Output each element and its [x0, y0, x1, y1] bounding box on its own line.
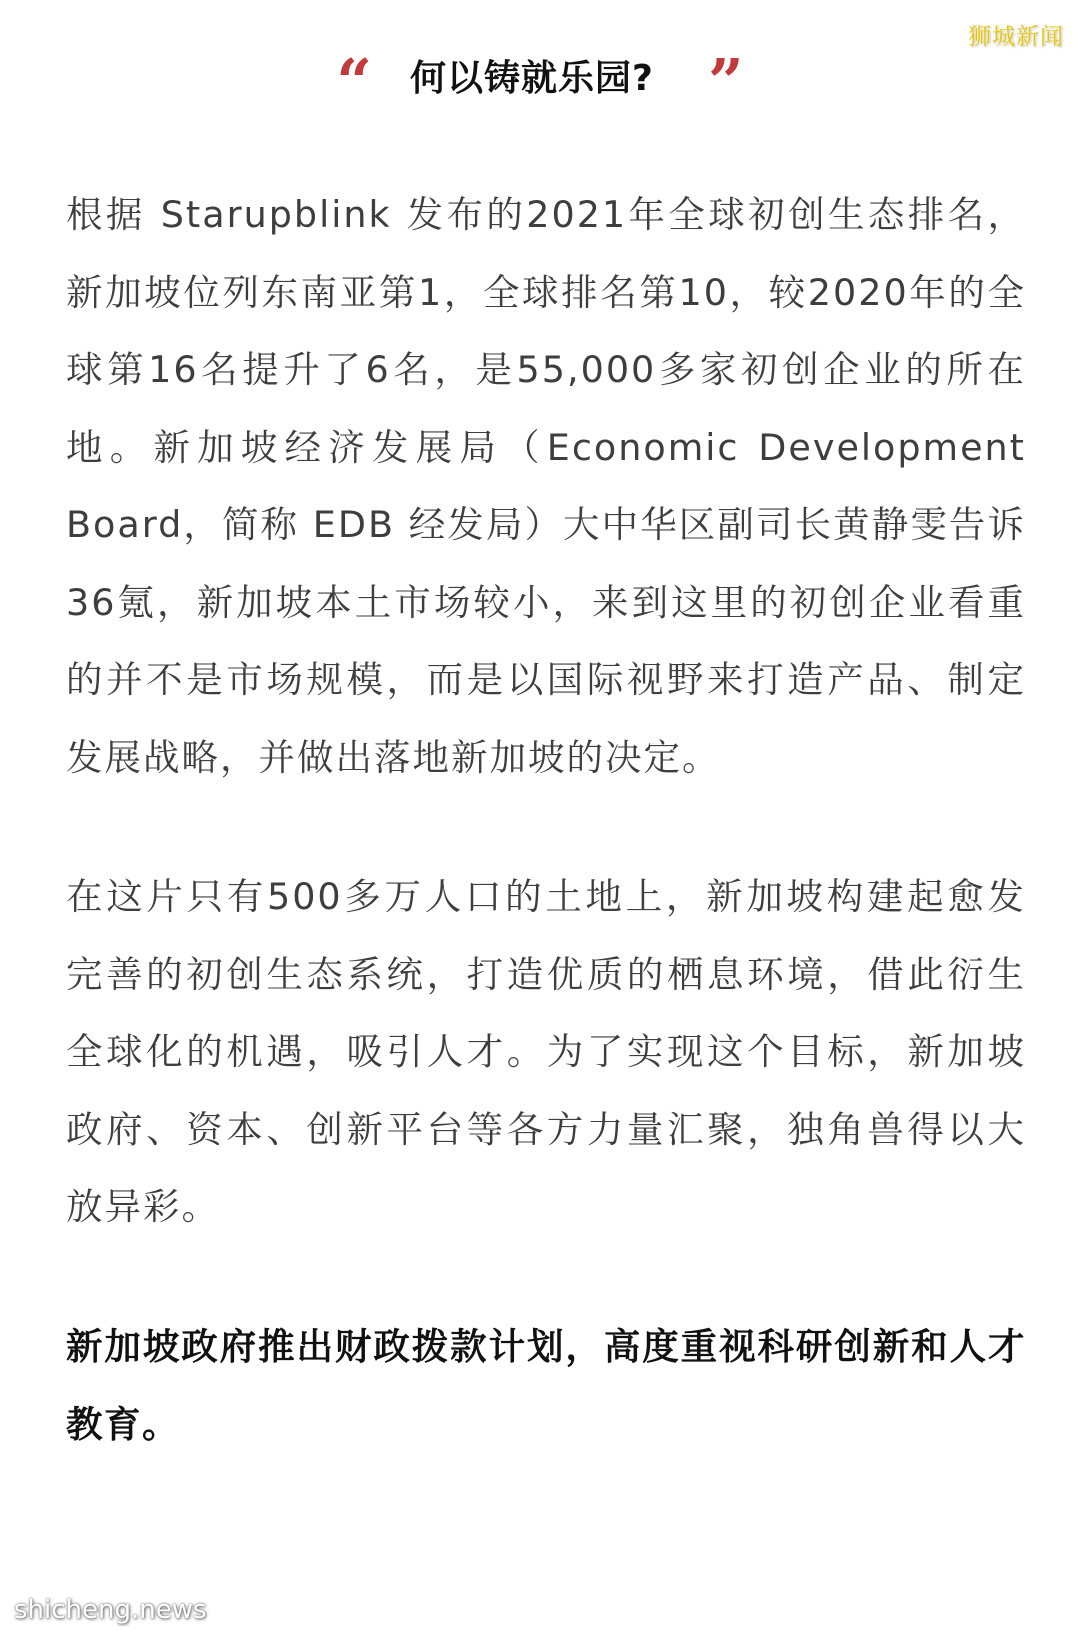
section-title: 何以铸就乐园? — [410, 57, 654, 99]
paragraph-1: 根据 Starupblink 发布的2021年全球初创生态排名，新加坡位列东南亚第1，全球排名第10，较2020年的全球第16名提升了6名，是55,000多家初创企业的所在地。新加坡经济发展局（Economic Development Board，简称 EDB 经发局）大中华区副司长黄静雯告诉36氪，新加坡本土市场较小，来到这里的初创企业看重的并不是市场规模，而是以国际视野来打造产品、制定发展战略，并做出落地新加坡的决定。 — [66, 193, 1026, 779]
watermark-logo-top: 狮城新闻 — [968, 24, 1064, 50]
watermark-site-bottom: shicheng.news — [14, 1595, 207, 1625]
paragraph-2: 在这片只有500多万人口的土地上，新加坡构建起愈发完善的初创生态系统，打造优质的栖息环境，借此衍生全球化的机遇，吸引人才。为了实现这个目标，新加坡政府、资本、创新平台等各方力量汇聚，独角兽得以大放异彩。 — [66, 875, 1026, 1228]
section-heading — [0, 42, 1080, 108]
close-quote-icon: ” — [707, 51, 744, 101]
open-quote-icon: “ — [336, 51, 373, 101]
article-body — [66, 176, 1026, 1464]
bold-subheading: 新加坡政府推出财政拨款计划，高度重视科研创新和人才教育。 — [66, 1324, 1026, 1446]
